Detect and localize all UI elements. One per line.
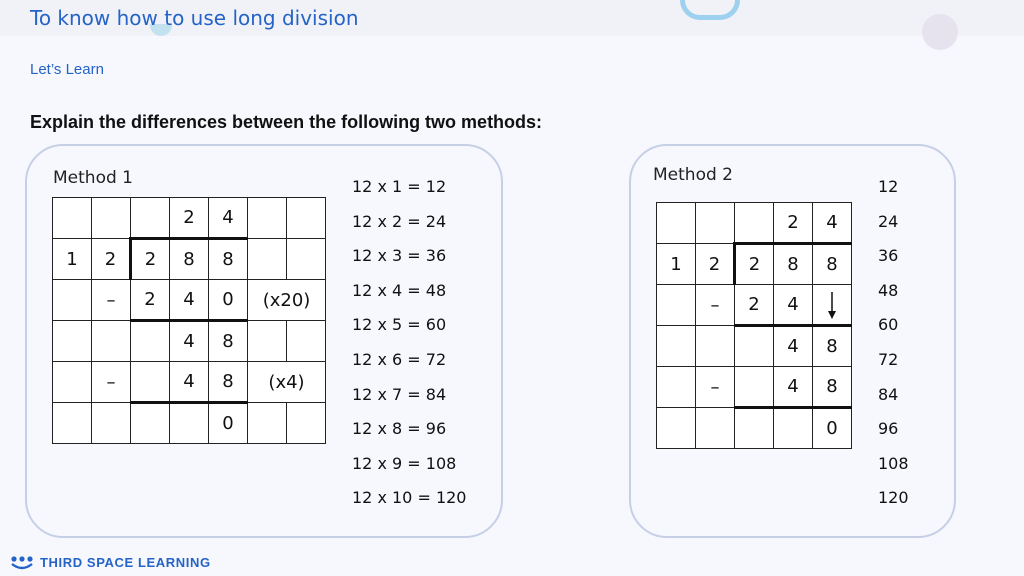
grid-cell (735, 367, 774, 408)
list-item: 12 x 6 = 72 (352, 349, 447, 369)
list-item: 120 (878, 488, 909, 508)
grid-cell (53, 403, 92, 444)
grid-cell (657, 408, 696, 449)
grid-cell (287, 198, 326, 239)
grid-cell: 8 (209, 321, 248, 362)
question-prompt: Explain the differences between the following two methods: (30, 112, 543, 132)
grid-row (657, 408, 852, 449)
list-item: 12 x 2 = 24 (352, 211, 447, 231)
grid-cell: 1 (657, 244, 696, 285)
arrow-down-icon (825, 290, 839, 320)
grid-cell: 2 (92, 239, 131, 280)
list-item: 12 x 5 = 60 (352, 315, 447, 335)
grid-cell (735, 408, 774, 449)
grid-cell: 4 (170, 280, 209, 321)
grid-cell (92, 321, 131, 362)
grid-cell (248, 403, 287, 444)
section-subtitle: Let’s Learn (30, 61, 104, 78)
grid-cell (248, 239, 287, 280)
grid-cell (248, 321, 287, 362)
grid-cell (657, 367, 696, 408)
grid-cell: 4 (170, 321, 209, 362)
slide-title: To know how to use long division (30, 6, 359, 30)
minus-sign: – (696, 367, 735, 408)
list-item: 108 (878, 453, 909, 473)
grid-row (657, 244, 852, 285)
grid-row (53, 239, 326, 280)
bring-down-cell (813, 285, 852, 326)
list-item: 12 x 8 = 96 (352, 419, 447, 439)
grid-cell (53, 198, 92, 239)
grid-cell: 2 (131, 239, 170, 280)
footer (10, 555, 211, 570)
method-1-title: Method 1 (53, 168, 133, 188)
grid-row (53, 198, 326, 239)
times-table-list (352, 170, 466, 516)
brand-logo-icon (10, 556, 34, 570)
grid-cell: 0 (209, 403, 248, 444)
method-2-grid (656, 202, 852, 449)
list-item: 12 x 9 = 108 (352, 453, 457, 473)
list-item: 12 x 3 = 36 (352, 246, 447, 266)
grid-cell: 0 (813, 408, 852, 449)
grid-cell: 8 (813, 326, 852, 367)
grid-cell: 8 (813, 367, 852, 408)
grid-row (657, 326, 852, 367)
list-item: 84 (878, 384, 899, 404)
grid-cell (657, 285, 696, 326)
list-item: 12 (878, 177, 899, 196)
grid-cell: 8 (209, 239, 248, 280)
grid-cell: 2 (774, 203, 813, 244)
list-item: 96 (878, 419, 899, 439)
grid-cell (696, 408, 735, 449)
grid-cell (131, 362, 170, 403)
grid-cell (657, 203, 696, 244)
grid-cell: 8 (774, 244, 813, 285)
grid-cell (287, 321, 326, 362)
method-2-title: Method 2 (653, 165, 733, 185)
list-item: 72 (878, 349, 899, 369)
grid-row (53, 362, 326, 403)
list-item: 48 (878, 280, 899, 300)
grid-cell (92, 403, 131, 444)
grid-cell: 4 (774, 367, 813, 408)
grid-cell: 2 (696, 244, 735, 285)
grid-cell: 2 (131, 280, 170, 321)
minus-sign: – (696, 285, 735, 326)
grid-cell: 4 (774, 326, 813, 367)
grid-cell: 4 (774, 285, 813, 326)
grid-cell (774, 408, 813, 449)
multiples-list (878, 170, 909, 516)
list-item: 12 x 1 = 12 (352, 177, 447, 196)
grid-row (53, 321, 326, 362)
grid-cell: 2 (735, 244, 774, 285)
grid-cell (735, 203, 774, 244)
grid-cell: 8 (170, 239, 209, 280)
grid-cell (92, 198, 131, 239)
grid-cell (53, 321, 92, 362)
grid-cell (657, 326, 696, 367)
grid-cell (287, 403, 326, 444)
grid-cell (735, 326, 774, 367)
grid-row (657, 285, 852, 326)
grid-cell: 4 (813, 203, 852, 244)
minus-sign: – (92, 280, 131, 321)
grid-cell: 2 (735, 285, 774, 326)
grid-cell: 4 (170, 362, 209, 403)
grid-cell (696, 326, 735, 367)
multiplier-note: (x4) (248, 362, 326, 403)
grid-row (53, 280, 326, 321)
grid-cell (53, 280, 92, 321)
list-item: 12 x 10 = 120 (352, 488, 467, 508)
grid-row (657, 203, 852, 244)
grid-cell (287, 239, 326, 280)
grid-cell (131, 403, 170, 444)
method-1-grid (52, 197, 326, 444)
grid-row (657, 367, 852, 408)
minus-sign: – (92, 362, 131, 403)
list-item: 12 x 7 = 84 (352, 384, 447, 404)
grid-cell: 8 (813, 244, 852, 285)
grid-row (53, 403, 326, 444)
grid-cell: 0 (209, 280, 248, 321)
list-item: 24 (878, 211, 899, 231)
list-item: 36 (878, 246, 899, 266)
grid-cell: 1 (53, 239, 92, 280)
grid-cell: 4 (209, 198, 248, 239)
grid-cell (696, 203, 735, 244)
list-item: 12 x 4 = 48 (352, 280, 447, 300)
list-item: 60 (878, 315, 899, 335)
grid-cell (53, 362, 92, 403)
multiplier-note: (x20) (248, 280, 326, 321)
grid-cell: 8 (209, 362, 248, 403)
grid-cell: 2 (170, 198, 209, 239)
grid-cell (248, 198, 287, 239)
decoration-circle (922, 14, 958, 50)
brand-name: THIRD SPACE LEARNING (40, 555, 211, 570)
grid-cell (131, 198, 170, 239)
grid-cell (131, 321, 170, 362)
grid-cell (170, 403, 209, 444)
